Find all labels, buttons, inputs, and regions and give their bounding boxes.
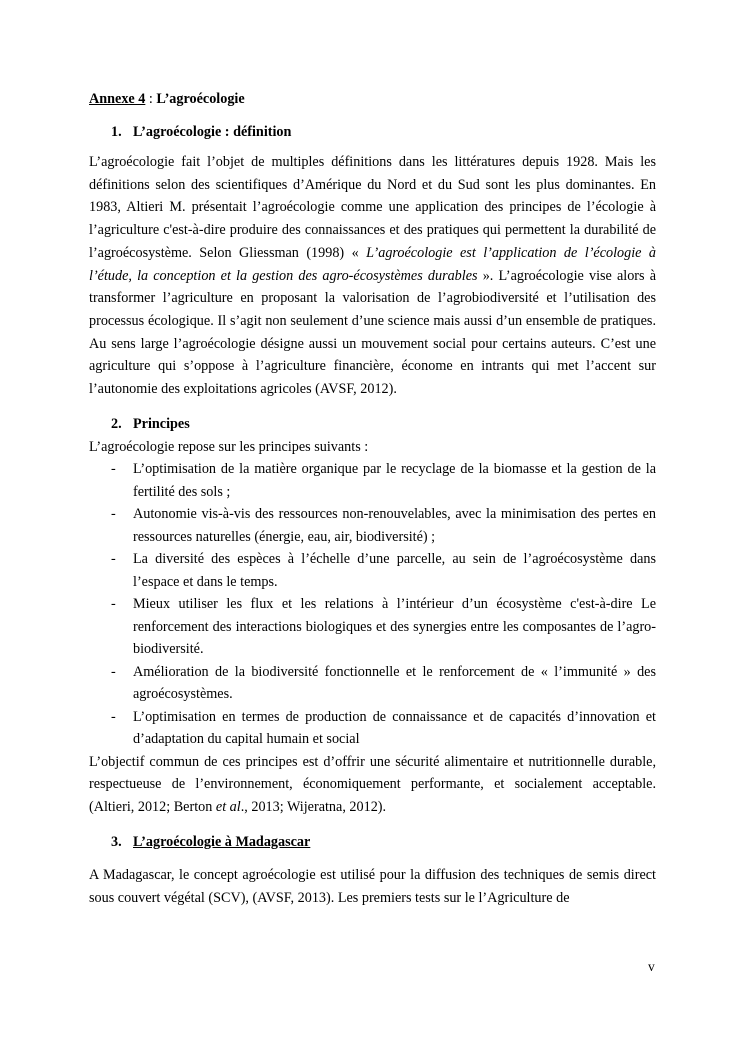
list-bullet: -: [111, 506, 116, 523]
section-2-number: 2.: [111, 415, 122, 432]
list-bullet: -: [111, 708, 116, 725]
section-3-number: 3.: [111, 833, 122, 850]
principle-item-5: [89, 661, 656, 706]
principle-item-2: [89, 503, 656, 548]
section-1-heading: [89, 122, 656, 142]
principle-text: L’optimisation en termes de production de connaissance et de capacités d’innovation et d’adaptation du capital humain et social: [133, 708, 656, 748]
list-bullet: -: [111, 461, 116, 478]
principle-item-6: [89, 706, 656, 751]
list-bullet: -: [111, 663, 116, 680]
section-2-conclusion: [89, 751, 656, 819]
list-bullet: -: [111, 596, 116, 613]
section-3-heading: [89, 832, 656, 852]
section-1-number: 1.: [111, 124, 122, 140]
section-2-heading: [89, 414, 656, 434]
conclusion-text-b: ., 2013; Wijeratna, 2012).: [240, 799, 387, 816]
document-body: [89, 89, 656, 909]
principle-text: Autonomie vis-à-vis des ressources non-renouvelables, avec la minimisation des pertes en ressources naturelles (énergie, eau, air, biodiversité) ;: [133, 506, 656, 545]
annex-label: Annexe 4: [89, 91, 146, 107]
principles-list: [89, 458, 656, 751]
section-3-title: L’agroécologie à Madagascar: [133, 833, 311, 850]
annex-separator: :: [145, 91, 157, 107]
section-3-paragraph: A Madagascar, le concept agroécologie est utilisé pour la diffusion des techniques de semis direct sous couvert végétal (SCV), (AVSF, 2013). Les premiers tests sur le l’Agriculture de: [89, 866, 656, 906]
principle-item-4: [89, 593, 656, 661]
conclusion-etal: et al: [215, 799, 241, 816]
page-number: v: [648, 959, 655, 974]
list-bullet: -: [111, 551, 116, 568]
section-1-paragraph: [89, 151, 656, 401]
principle-item-1: [89, 458, 656, 503]
section-1-quote: L’agroécologie est l’application de l’écologie à l’étude, la conception et la gestion des agro-écosystèmes durables: [89, 244, 656, 284]
annex-heading: [89, 89, 656, 109]
section-1-text-a: L’agroécologie fait l’objet de multiples définitions dans les littératures depuis 1928. Mais les définitions selon des scientifiques d’Amérique du Nord et du Sud sont les plus dominantes. En 1983, Altieri M. présentait l’agroécologie comme une application des principes de l’écologie à l’agriculture c'est-à-dire produire des connaissances et des pratiques qui permettent la durabilité de l’agroécosystème. Selon Gliessman (1998) «: [89, 154, 656, 261]
section-1-title: L’agroécologie : définition: [133, 124, 292, 140]
principle-text: L’optimisation de la matière organique par le recyclage de la biomasse et la gestion de la fertilité des sols ;: [133, 461, 656, 500]
section-2-intro: L’agroécologie repose sur les principes suivants :: [89, 438, 369, 455]
principle-text: Amélioration de la biodiversité fonctionnelle et le renforcement de « l’immunité » des agroécosystèmes.: [133, 663, 656, 703]
annex-title: L’agroécologie: [156, 91, 245, 107]
principle-text: Mieux utiliser les flux et les relations à l’intérieur d’un écosystème c'est-à-dire Le renforcement des interactions biologiques et des synergies entre les composantes de l’agro-biodiversité.: [133, 596, 656, 658]
principle-text: La diversité des espèces à l’échelle d’une parcelle, au sein de l’agroécosystème dans l’espace et dans le temps.: [133, 551, 656, 590]
section-2-title: Principes: [133, 415, 190, 432]
principle-item-3: [89, 548, 656, 593]
conclusion-text-a: L’objectif commun de ces principes est d’offrir une sécurité alimentaire et nutritionnelle durable, respectueuse de l’environnement, économiquement performante, et socialement acceptable. (Altieri, 2012; Berton: [89, 753, 656, 816]
section-1-text-b: ». L’agroécologie vise alors à transformer l’agriculture en proposant la valorisation de l’agrobiodiversité et l’utilisation des processus écologique. Il s’agit non seulement d’une science mais aussi d’un ensemble de pratiques. Au sens large l’agroécologie désigne aussi un mouvement social pour certains auteurs. C’est une agriculture qui s’oppose à l’agriculture financière, économe en intrants qui met l’accent sur l’autonomie des exploitations agricoles (AVSF, 2012).: [89, 267, 656, 398]
